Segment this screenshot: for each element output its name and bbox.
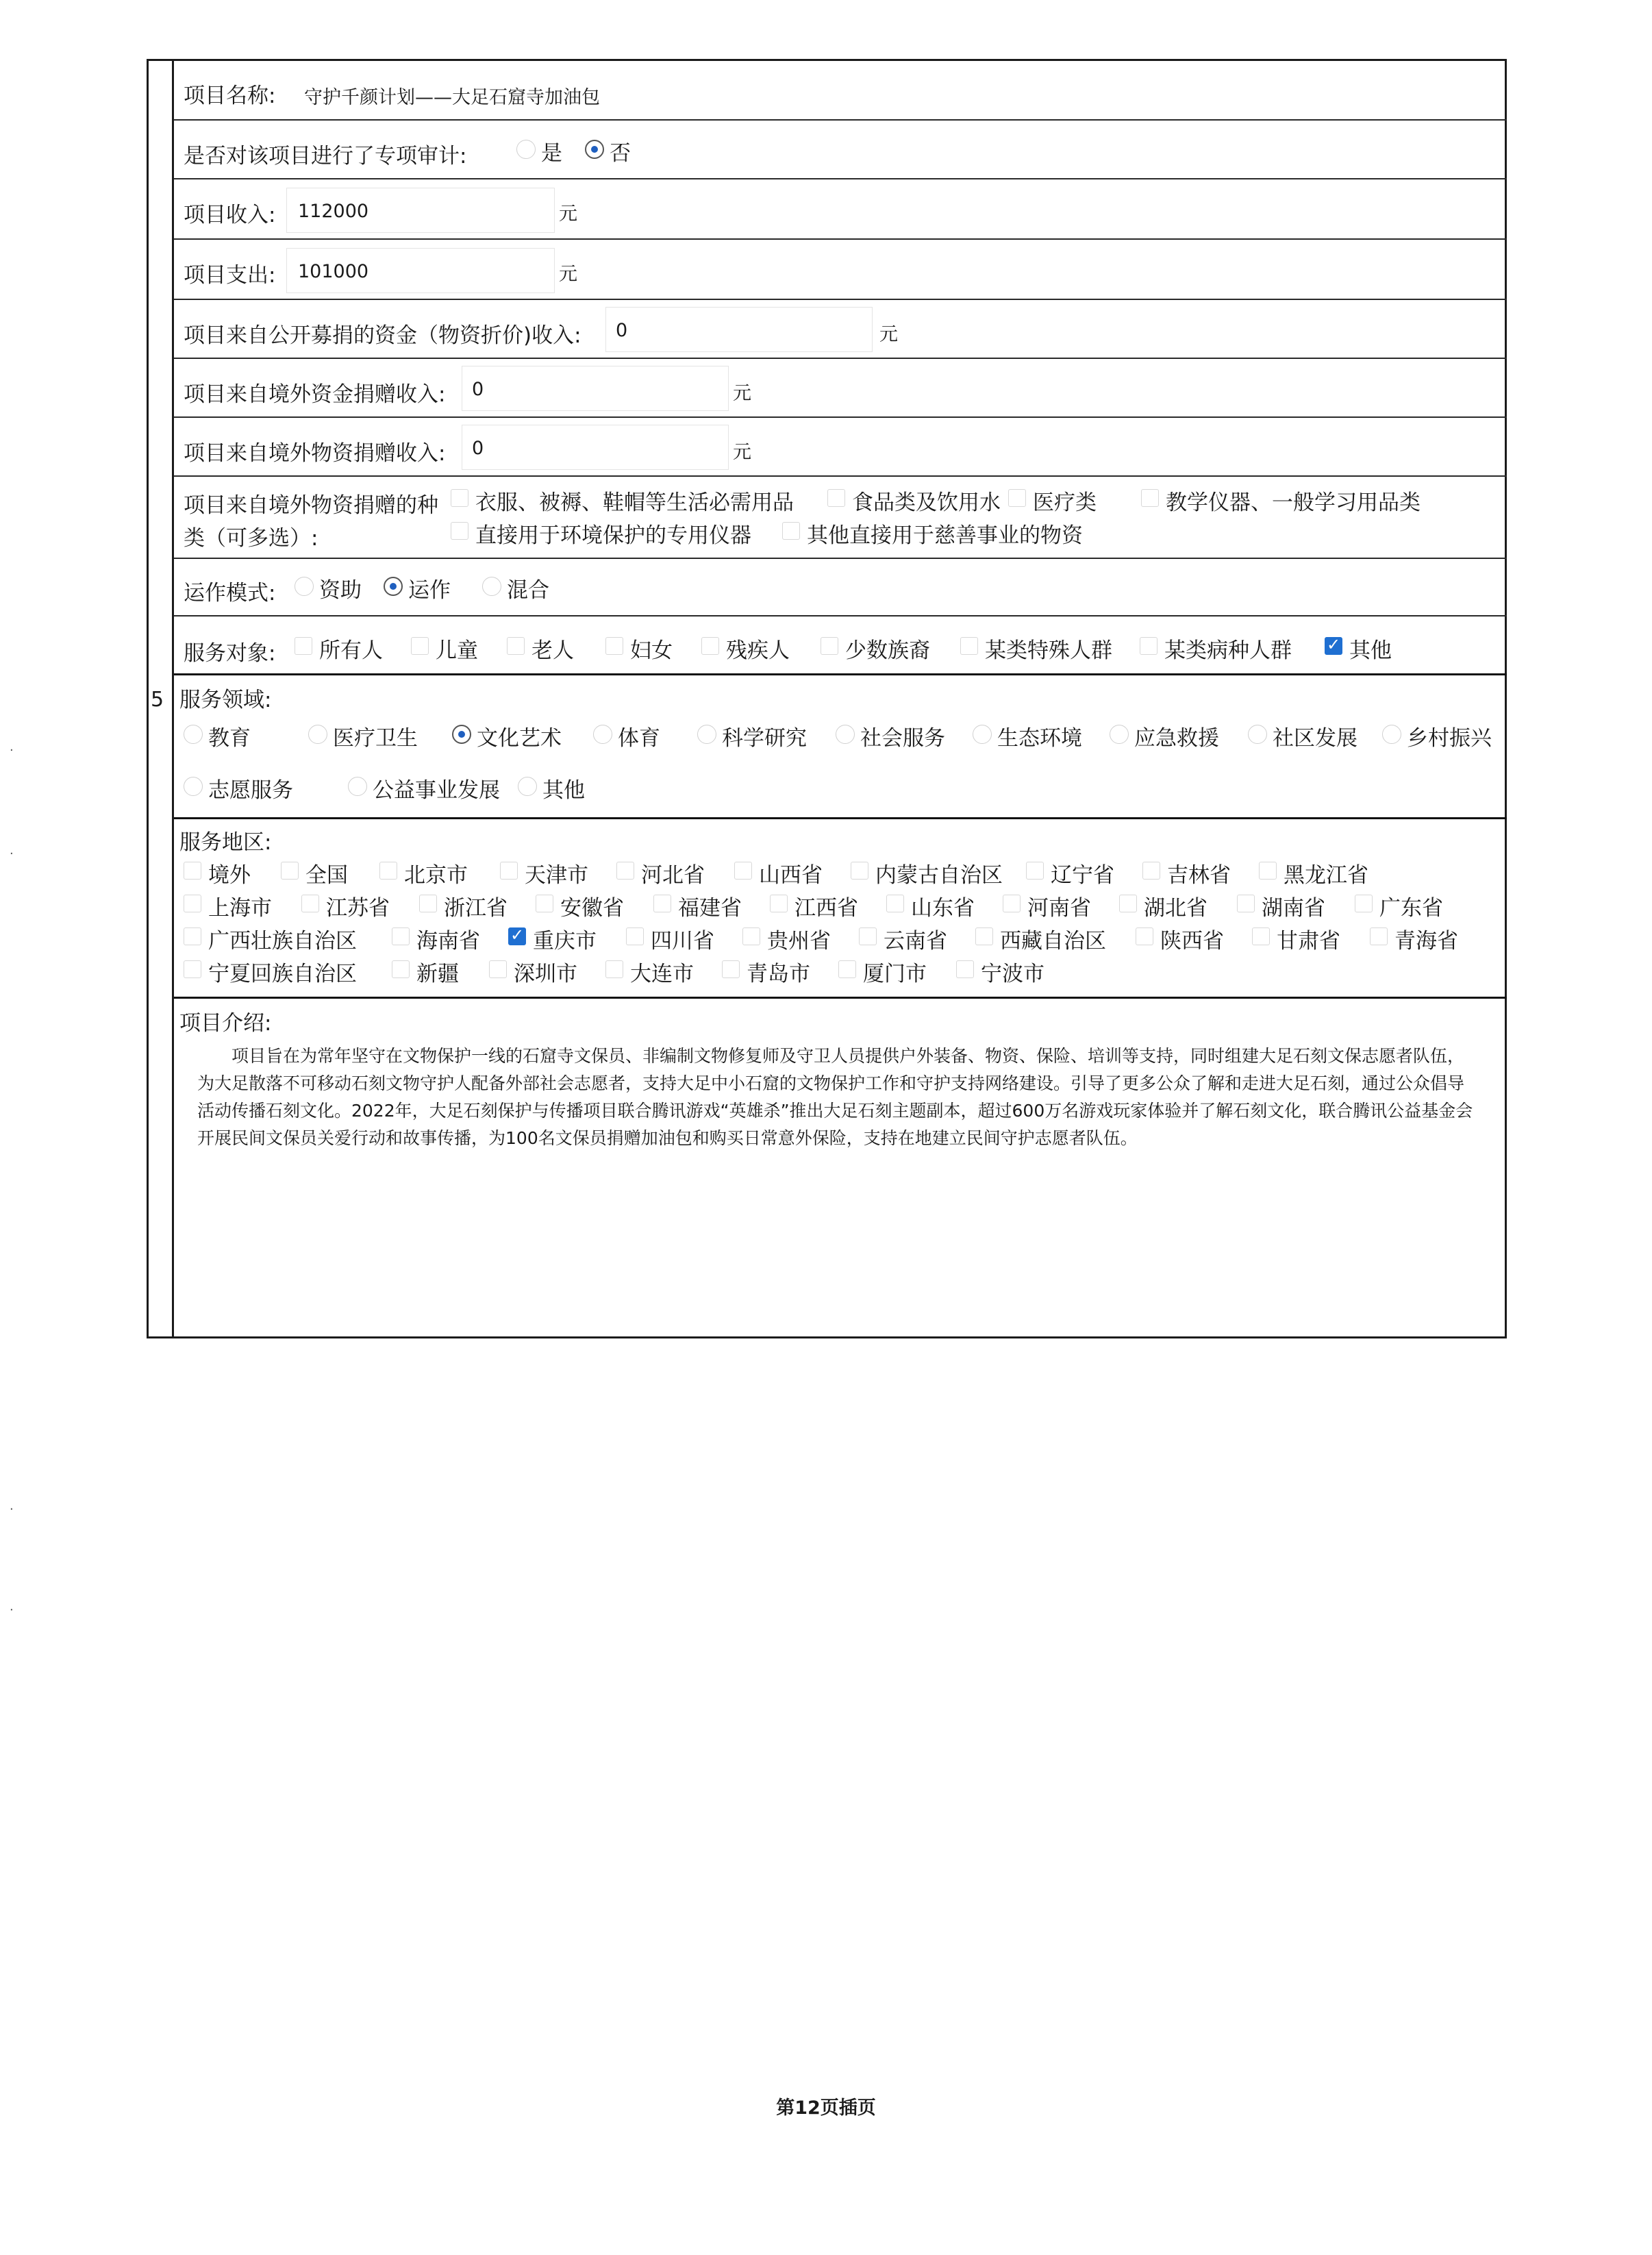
region-shanxi-label: 山西省 bbox=[759, 863, 823, 888]
goods-other-checkbox[interactable] bbox=[782, 522, 800, 540]
region-shandong-checkbox[interactable] bbox=[886, 895, 904, 912]
region-beijing-label: 北京市 bbox=[404, 863, 468, 888]
income-input[interactable] bbox=[286, 188, 555, 233]
public-fund-unit: 元 bbox=[879, 324, 898, 345]
foreign-fund-unit: 元 bbox=[733, 383, 751, 404]
mode-operate-label: 运作 bbox=[408, 578, 451, 603]
audit-label: 是否对该项目进行了专项审计: bbox=[184, 144, 467, 169]
region-fujian-label: 福建省 bbox=[678, 896, 742, 921]
target-elderly-checkbox[interactable] bbox=[507, 637, 525, 655]
field-sports-radio[interactable] bbox=[593, 725, 612, 744]
foreign-fund-input[interactable] bbox=[462, 366, 729, 411]
audit-yes-label: 是 bbox=[541, 141, 562, 166]
region-hebei-checkbox[interactable] bbox=[616, 862, 634, 880]
region-national-label: 全国 bbox=[305, 863, 348, 888]
region-qingdao-label: 青岛市 bbox=[747, 962, 810, 986]
target-minority-checkbox[interactable] bbox=[821, 637, 838, 655]
public-fund-label: 项目来自公开募捐的资金（物资折价)收入: bbox=[184, 323, 581, 348]
goods-daily-label: 衣服、被褥、鞋帽等生活必需用品 bbox=[475, 490, 794, 515]
region-jiangxi-label: 江西省 bbox=[794, 896, 858, 921]
target-women-label: 妇女 bbox=[630, 638, 673, 663]
region-zhejiang-checkbox[interactable] bbox=[419, 895, 437, 912]
expense-row bbox=[174, 240, 1507, 300]
region-gansu-checkbox[interactable] bbox=[1252, 927, 1270, 945]
region-hebei-label: 河北省 bbox=[641, 863, 705, 888]
region-yunnan-checkbox[interactable] bbox=[859, 927, 877, 945]
region-ningxia-checkbox[interactable] bbox=[184, 960, 201, 978]
region-heilongjiang-checkbox[interactable] bbox=[1259, 862, 1277, 880]
goods-medical-checkbox[interactable] bbox=[1008, 489, 1026, 507]
expense-value: 101000 bbox=[298, 261, 369, 282]
operation-mode-row bbox=[174, 559, 1507, 616]
target-other-checkbox[interactable] bbox=[1325, 637, 1342, 655]
intro-row bbox=[174, 999, 1507, 1328]
region-jiangsu-label: 江苏省 bbox=[326, 896, 390, 921]
region-jiangxi-checkbox[interactable] bbox=[770, 895, 788, 912]
audit-yes-radio[interactable] bbox=[516, 140, 536, 159]
region-shandong-label: 山东省 bbox=[911, 896, 975, 921]
region-qinghai-checkbox[interactable] bbox=[1370, 927, 1388, 945]
region-henan-label: 河南省 bbox=[1027, 896, 1091, 921]
region-guangdong-checkbox[interactable] bbox=[1355, 895, 1373, 912]
service-regions-label: 服务地区: bbox=[179, 830, 272, 855]
field-other-label: 其他 bbox=[542, 778, 585, 803]
public-fund-input[interactable] bbox=[605, 307, 873, 352]
target-elderly-label: 老人 bbox=[531, 638, 574, 663]
field-culture-label: 文化艺术 bbox=[477, 726, 562, 751]
region-anhui-label: 安徽省 bbox=[560, 896, 624, 921]
region-abroad-label: 境外 bbox=[208, 863, 251, 888]
public-fund-row bbox=[174, 300, 1507, 359]
goods-env-checkbox[interactable] bbox=[451, 522, 468, 540]
region-qingdao-checkbox[interactable] bbox=[722, 960, 740, 978]
expense-input[interactable] bbox=[286, 248, 555, 293]
foreign-goods-input[interactable] bbox=[462, 425, 729, 470]
region-jilin-label: 吉林省 bbox=[1167, 863, 1231, 888]
region-shanghai-checkbox[interactable] bbox=[184, 895, 201, 912]
field-social-label: 社会服务 bbox=[860, 726, 945, 751]
goods-medical-label: 医疗类 bbox=[1033, 490, 1097, 515]
project-name-value: 守护千颜计划——大足石窟寺加油包 bbox=[304, 87, 600, 108]
region-anhui-checkbox[interactable] bbox=[536, 895, 553, 912]
field-social-radio[interactable] bbox=[836, 725, 855, 744]
form-table bbox=[147, 59, 1507, 1338]
form-rows bbox=[174, 59, 1507, 1328]
region-dalian-label: 大连市 bbox=[630, 962, 694, 986]
service-fields-label: 服务领域: bbox=[179, 688, 272, 712]
target-children-label: 儿童 bbox=[436, 638, 478, 663]
goods-food-checkbox[interactable] bbox=[827, 489, 845, 507]
target-special-checkbox[interactable] bbox=[960, 637, 978, 655]
public-fund-value: 0 bbox=[616, 320, 628, 341]
row-number: 5 bbox=[151, 688, 164, 712]
target-disease-checkbox[interactable] bbox=[1140, 637, 1157, 655]
income-row bbox=[174, 179, 1507, 240]
foreign-fund-label: 项目来自境外资金捐赠收入: bbox=[184, 382, 446, 407]
scan-mark: · bbox=[10, 743, 14, 758]
expense-label: 项目支出: bbox=[184, 263, 276, 288]
region-shanghai-label: 上海市 bbox=[208, 896, 272, 921]
region-shenzhen-label: 深圳市 bbox=[514, 962, 577, 986]
intro-text: 项目旨在为常年坚守在文物保护一线的石窟寺文保员、非编制文物修复师及守卫人员提供户外装备、物资、保险、培训等支持，同时组建大足石刻文保志愿者队伍，为大足散落不可移动石刻文物守护人配备外部社会志愿者，支持大足中小石窟的文物保护工作和守护支持网络建设。引导了更多公众了解和走进大足石刻，通过公众倡导活动传播石刻文化。2022年，大足石刻保护与传播项目联合腾讯游戏“英雄杀”推出大足石刻主题副本，超过600万名游戏玩家体验并了解石刻文化，联合腾讯公益基金会开展民间文保员关爱行动和故事传播，为100名文保员捐赠加油包和购买日常意外保险，支持在地建立民间守护志愿者队伍。 bbox=[197, 1046, 1473, 1148]
service-targets-row bbox=[174, 616, 1507, 675]
field-community-radio[interactable] bbox=[1248, 725, 1267, 744]
foreign-goods-label: 项目来自境外物资捐赠收入: bbox=[184, 441, 446, 466]
target-special-label: 某类特殊人群 bbox=[985, 638, 1112, 663]
page-footer: 第12页插页 bbox=[776, 2097, 876, 2119]
target-disabled-checkbox[interactable] bbox=[701, 637, 719, 655]
region-tianjin-label: 天津市 bbox=[525, 863, 588, 888]
region-gansu-label: 甘肃省 bbox=[1277, 929, 1340, 954]
field-public-welfare-label: 公益事业发展 bbox=[373, 778, 500, 803]
region-chongqing-label: 重庆市 bbox=[533, 929, 597, 954]
target-minority-label: 少数族裔 bbox=[845, 638, 930, 663]
field-ecology-radio[interactable] bbox=[973, 725, 992, 744]
foreign-goods-value: 0 bbox=[472, 438, 484, 459]
target-women-checkbox[interactable] bbox=[605, 637, 623, 655]
goods-other-label: 其他直接用于慈善事业的物资 bbox=[807, 523, 1083, 548]
region-dalian-checkbox[interactable] bbox=[605, 960, 623, 978]
region-hunan-label: 湖南省 bbox=[1262, 896, 1325, 921]
region-jiangsu-checkbox[interactable] bbox=[301, 895, 319, 912]
region-shaanxi-label: 陕西省 bbox=[1160, 929, 1224, 954]
field-public-welfare-radio[interactable] bbox=[348, 777, 367, 796]
field-other-radio[interactable] bbox=[518, 777, 537, 796]
index-column bbox=[147, 59, 174, 1338]
region-liaoning-checkbox[interactable] bbox=[1026, 862, 1044, 880]
intro-label: 项目介绍: bbox=[179, 1011, 272, 1036]
goods-types-row bbox=[174, 477, 1507, 559]
mode-mixed-label: 混合 bbox=[507, 578, 549, 603]
field-medical-label: 医疗卫生 bbox=[333, 726, 418, 751]
foreign-goods-unit: 元 bbox=[733, 442, 751, 463]
region-liaoning-label: 辽宁省 bbox=[1051, 863, 1114, 888]
audit-row bbox=[174, 121, 1507, 179]
region-guangxi-checkbox[interactable] bbox=[184, 927, 201, 945]
audit-no-radio[interactable] bbox=[585, 140, 604, 159]
service-regions-row bbox=[174, 819, 1507, 999]
region-tianjin-checkbox[interactable] bbox=[500, 862, 518, 880]
region-national-checkbox[interactable] bbox=[281, 862, 299, 880]
scan-mark: · bbox=[10, 847, 14, 861]
region-shaanxi-checkbox[interactable] bbox=[1136, 927, 1153, 945]
region-heilongjiang-label: 黑龙江省 bbox=[1284, 863, 1368, 888]
scan-mark: · bbox=[10, 1603, 14, 1617]
region-chongqing-checkbox[interactable] bbox=[508, 927, 526, 945]
region-shanxi-checkbox[interactable] bbox=[734, 862, 752, 880]
field-rural-label: 乡村振兴 bbox=[1407, 726, 1492, 751]
region-ningxia-label: 宁夏回族自治区 bbox=[208, 962, 357, 986]
region-ningbo-label: 宁波市 bbox=[981, 962, 1044, 986]
mode-fund-label: 资助 bbox=[319, 578, 362, 603]
income-label: 项目收入: bbox=[184, 203, 276, 227]
region-sichuan-checkbox[interactable] bbox=[626, 927, 644, 945]
region-xinjiang-checkbox[interactable] bbox=[392, 960, 410, 978]
field-volunteer-label: 志愿服务 bbox=[208, 778, 293, 803]
region-inner-mongolia-checkbox[interactable] bbox=[851, 862, 868, 880]
region-guangdong-label: 广东省 bbox=[1379, 896, 1443, 921]
region-hubei-checkbox[interactable] bbox=[1119, 895, 1137, 912]
region-inner-mongolia-label: 内蒙古自治区 bbox=[875, 863, 1003, 888]
service-fields-row bbox=[174, 675, 1507, 819]
region-xinjiang-label: 新疆 bbox=[416, 962, 459, 986]
mode-operate-radio[interactable] bbox=[384, 577, 403, 596]
goods-env-label: 直接用于环境保护的专用仪器 bbox=[475, 523, 751, 548]
region-hubei-label: 湖北省 bbox=[1144, 896, 1207, 921]
operation-mode-label: 运作模式: bbox=[184, 581, 276, 606]
region-guangxi-label: 广西壮族自治区 bbox=[208, 929, 357, 954]
region-hunan-checkbox[interactable] bbox=[1237, 895, 1255, 912]
region-hainan-checkbox[interactable] bbox=[392, 927, 410, 945]
target-all-label: 所有人 bbox=[319, 638, 383, 663]
expense-unit: 元 bbox=[559, 264, 577, 285]
goods-teaching-label: 教学仪器、一般学习用品类 bbox=[1166, 490, 1421, 515]
region-tibet-checkbox[interactable] bbox=[975, 927, 993, 945]
field-science-radio[interactable] bbox=[697, 725, 716, 744]
project-name-label: 项目名称: bbox=[184, 84, 276, 108]
region-ningbo-checkbox[interactable] bbox=[956, 960, 974, 978]
income-unit: 元 bbox=[559, 203, 577, 225]
goods-types-label-line2: 类（可多选）: bbox=[184, 526, 318, 551]
region-fujian-checkbox[interactable] bbox=[653, 895, 671, 912]
foreign-goods-row bbox=[174, 418, 1507, 477]
field-science-label: 科学研究 bbox=[722, 726, 807, 751]
service-targets-label: 服务对象: bbox=[184, 641, 276, 666]
region-zhejiang-label: 浙江省 bbox=[444, 896, 508, 921]
audit-no-label: 否 bbox=[610, 141, 631, 166]
region-jilin-checkbox[interactable] bbox=[1142, 862, 1160, 880]
target-disease-label: 某类病种人群 bbox=[1164, 638, 1292, 663]
goods-food-label: 食品类及饮用水 bbox=[852, 490, 1001, 515]
mode-fund-radio[interactable] bbox=[295, 577, 314, 596]
field-rural-radio[interactable] bbox=[1382, 725, 1401, 744]
region-guizhou-checkbox[interactable] bbox=[742, 927, 760, 945]
field-emergency-radio[interactable] bbox=[1110, 725, 1129, 744]
region-abroad-checkbox[interactable] bbox=[184, 862, 201, 880]
mode-mixed-radio[interactable] bbox=[482, 577, 501, 596]
field-medical-radio[interactable] bbox=[308, 725, 327, 744]
project-name-row bbox=[174, 59, 1507, 121]
scan-mark: · bbox=[10, 1502, 14, 1517]
field-culture-radio[interactable] bbox=[452, 725, 471, 744]
target-other-label: 其他 bbox=[1349, 638, 1392, 663]
field-ecology-label: 生态环境 bbox=[997, 726, 1082, 751]
target-children-checkbox[interactable] bbox=[411, 637, 429, 655]
region-beijing-checkbox[interactable] bbox=[379, 862, 397, 880]
region-tibet-label: 西藏自治区 bbox=[1000, 929, 1106, 954]
region-qinghai-label: 青海省 bbox=[1394, 929, 1458, 954]
region-henan-checkbox[interactable] bbox=[1003, 895, 1021, 912]
foreign-fund-value: 0 bbox=[472, 379, 484, 400]
field-education-label: 教育 bbox=[208, 726, 251, 751]
region-xiamen-checkbox[interactable] bbox=[838, 960, 856, 978]
field-emergency-label: 应急救援 bbox=[1134, 726, 1219, 751]
region-hainan-label: 海南省 bbox=[416, 929, 480, 954]
field-community-label: 社区发展 bbox=[1273, 726, 1357, 751]
region-shenzhen-checkbox[interactable] bbox=[489, 960, 507, 978]
region-xiamen-label: 厦门市 bbox=[863, 962, 927, 986]
region-sichuan-label: 四川省 bbox=[651, 929, 714, 954]
field-sports-label: 体育 bbox=[618, 726, 660, 751]
target-disabled-label: 残疾人 bbox=[726, 638, 790, 663]
goods-types-label-line1: 项目来自境外物资捐赠的种 bbox=[184, 493, 438, 518]
region-guizhou-label: 贵州省 bbox=[767, 929, 831, 954]
field-volunteer-radio[interactable] bbox=[184, 777, 203, 796]
field-education-radio[interactable] bbox=[184, 725, 203, 744]
foreign-fund-row bbox=[174, 359, 1507, 418]
goods-daily-checkbox[interactable] bbox=[451, 489, 468, 507]
region-yunnan-label: 云南省 bbox=[884, 929, 947, 954]
goods-teaching-checkbox[interactable] bbox=[1141, 489, 1159, 507]
target-all-checkbox[interactable] bbox=[295, 637, 312, 655]
income-value: 112000 bbox=[298, 201, 369, 222]
